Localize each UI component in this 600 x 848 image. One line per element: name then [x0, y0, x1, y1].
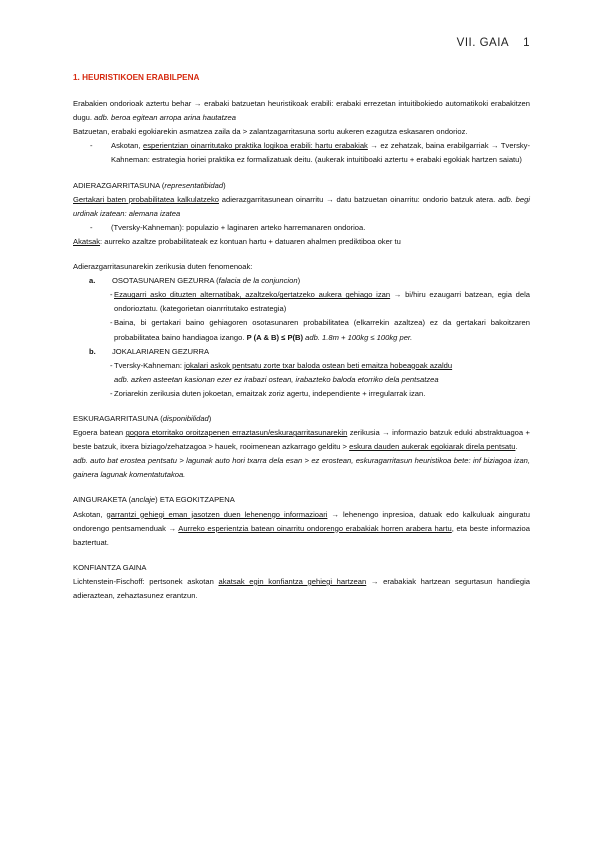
eskuragarritasuna-example: adb. auto bat erostea pentsatu > lagunak auto hori txarra dela esan > ez erostean, eskuragarritasun heuristikoa bete: inf biziagoa izan, gainera lagunak komentatutakoa.	[73, 456, 530, 480]
akatsak-line: Akatsak: aurreko azaltze probabilitateak ez kontuan hartu + datuaren ahalmen prediktiboa oker tu	[73, 236, 401, 246]
intro-bullet: - Askotan, esperientzian oinarritutako praktika logikoa erabili: hartu erabakiak → ez zehatzak, baina erabilgarriak → Tversky-Kahneman: estrategia horiei praktika ez formalizatuak deitu. (aukerak intuitiboaki aztertu + erabaki egokiak hartzen saiatu)	[90, 141, 530, 165]
fenomeno-b-point-2: - Zoriarekin zerikusia duten jokoetan, emaitzak zoriz agertu, independiente + irregularrak izan.	[110, 388, 426, 398]
ainguraketa-paragraph: Askotan, garrantzi gehiegi eman jasotzen duen lehenengo informazioari → lehenengo inpresioa, datuak edo kalkuluak ainguratu ondorengo pentsamenduak → Aurreko esperientzia batean oinarritu ondorengo erabakiak horren arabera hartu, eta beste informazioa baztertuat.	[73, 509, 530, 547]
fenomeno-a-point-2: - Baina, bi gertakari baino gehiagoren osotasunaren probabilitatea (elkarrekin azaltzea) ez da gertakari bakoitzaren probabilitatea baino handiagoa izango. P (A & B) ≤ P(B) adb. 1.8m + 100kg ≤ 100kg per.	[110, 318, 530, 342]
section-heading: 1. HEURISTIKOEN ERABILPENA	[73, 73, 200, 82]
adierazgarritasuna-section	[73, 179, 530, 249]
ainguraketa-section	[73, 493, 530, 549]
chapter-title: VII. GAIA	[456, 37, 510, 49]
intro-paragraph-1: Erabakien ondorioak aztertu behar → erabaki batzuetan heuristikoak erabili: erabaki errezetan intuitibokiedo automatikoki erabakitzen dugu. adb. beroa egitean arropa arina hautatzea	[73, 99, 530, 123]
adierazgarritasuna-paragraph: Gertakari baten probabilitatea kalkulatzeko adierazgarritasunean oinarritu → datu batzuetan oinarritu: ondorio batzuk atera. adb. begi urdinak izatean: alemana izatea	[73, 194, 530, 218]
intro-paragraph-2: Batzuetan, erabaki egokiarekin asmatzea zaila da > zalantzagarritasuna sortu aukeren ezagutza eskasaren ondorioz.	[73, 127, 468, 137]
document-body	[73, 71, 530, 603]
adierazgarritasuna-title: ADIERAZGARRITASUNA (representatibidad)	[73, 180, 226, 190]
konfiantza-section	[73, 561, 530, 603]
page-number: 1	[523, 37, 530, 49]
ainguraketa-title: AINGURAKETA (anclaje) ETA EGOKITZAPENA	[73, 495, 235, 505]
konfiantza-title: KONFIANTZA GAINA	[73, 562, 147, 572]
fenomeno-b-title: b. JOKALARIAREN GEZURRA	[89, 346, 210, 356]
eskuragarritasuna-title: ESKURAGARRITASUNA (disponibilidad)	[73, 413, 212, 423]
page-header	[443, 37, 530, 49]
fenomenoak-intro: Adierazgarritasunarekin zerikusia duten fenomenoak:	[73, 262, 253, 272]
eskuragarritasuna-section	[73, 412, 530, 482]
eskuragarritasuna-paragraph: Egoera batean gogora etorritako oroitzapenen erraztasun/eskuragarritasunarekin zerikusia → informazio batzuk eduki abstraktuagoa + beste batzuk, itxera biziago/zehatzagoa > hauek, rooimenean azkarrago gelditu > eskura dauden aukerak egokiarak direla pentsatu.	[73, 428, 530, 452]
fenomeno-b-point-1: - Tversky-Kahneman: jokalari askok pentsatu zorte txar baloda ostean beti emaitza hobeagoak azaldu adb. azken asteetan kasionan ezer ez irabazi ostean, irabazteko baloda etorriko dela pentsatzea	[110, 360, 453, 384]
adierazgarritasuna-bullet: - (Tversky-Kahneman): populazio + laginaren arteko harremanaren ondorioa.	[90, 222, 366, 232]
fenomenoak-section	[73, 260, 530, 401]
konfiantza-paragraph: Lichtenstein-Fischoff: pertsonek askotan akatsak egin konfiantza gehiegi hartzean → erabakiak hartzean segurtasun handiegia adieraztean, zehaztasunez erantzun.	[73, 576, 531, 600]
fenomeno-a-title: a. OSOTASUNAREN GEZURRA (falacia de la conjuncion)	[89, 276, 301, 286]
fenomeno-a-point-1: - Ezaugarri asko dituzten alternatibak, azaltzeko/gertatzeko aukera gehiago izan → bi/hiru ezaugarri batzean, egia dela ondorioztatu. (kategorietan oianrritutako estrategia)	[110, 290, 530, 314]
